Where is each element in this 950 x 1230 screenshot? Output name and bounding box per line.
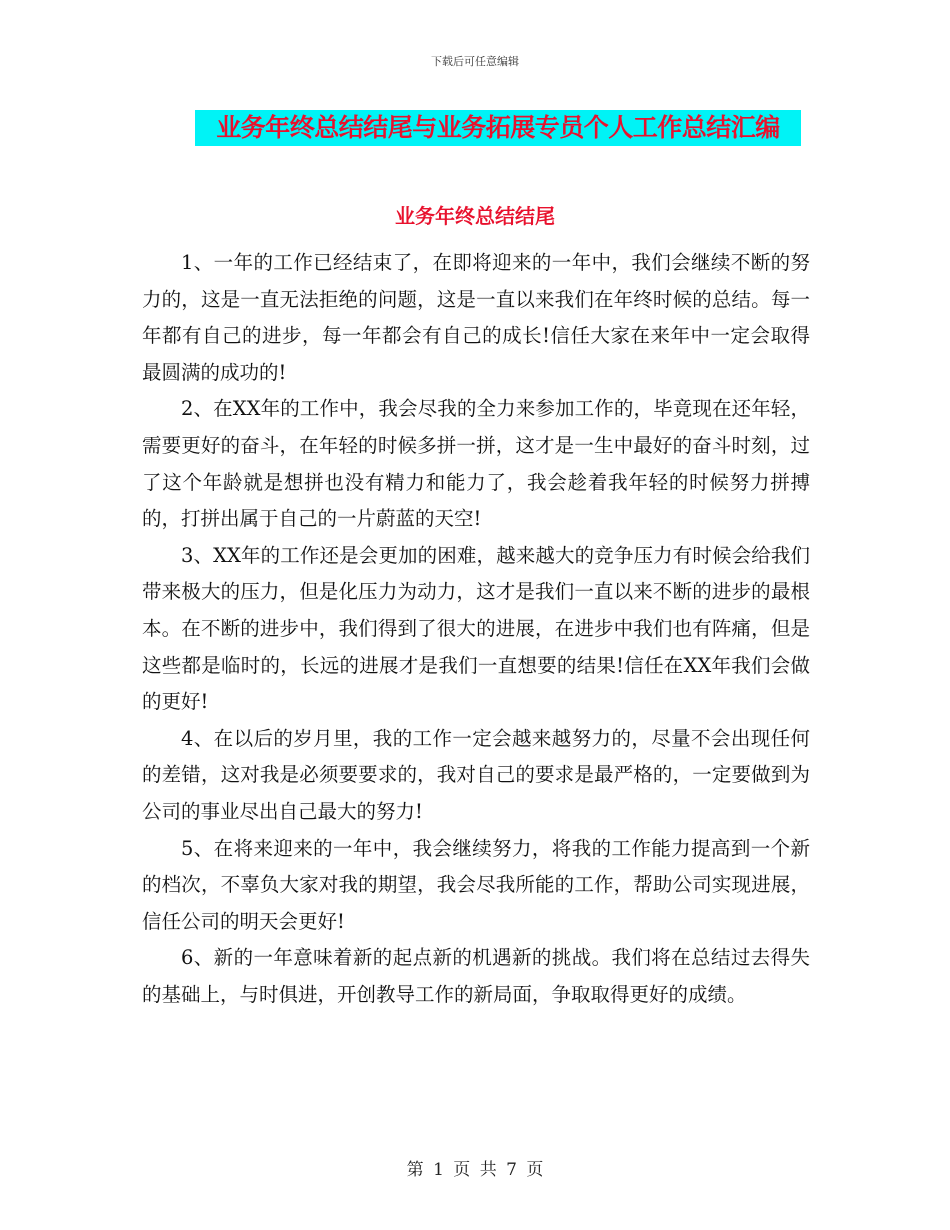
section-title: 业务年终总结结尾 xyxy=(395,204,555,228)
paragraph-2: 2、在XX年的工作中，我会尽我的全力来参加工作的，毕竟现在还年轻，需要更好的奋斗，在年轻的时候多拼一拼，这才是一生中最好的奋斗时刻，过了这个年龄就是想拼也没有精力和能力了，我会趁着我年轻的时候努力拼搏的，打拼出属于自己的一片蔚蓝的天空! xyxy=(142,397,810,531)
paragraph-1: 1、一年的工作已经结束了，在即将迎来的一年中，我们会继续不断的努力的，这是一直无法拒绝的问题，这是一直以来我们在年终时候的总结。每一年都有自己的进步，每一年都会有自己的成长!信任大家在来年中一定会取得最圆满的成功的! xyxy=(142,251,810,384)
title-highlight xyxy=(195,110,801,146)
paragraph-5: 5、在将来迎来的一年中，我会继续努力，将我的工作能力提高到一个新的档次，不辜负大家对我的期望，我会尽我所能的工作，帮助公司实现进展，信任公司的明天会更好! xyxy=(142,836,810,933)
document-title: 业务年终总结结尾与业务拓展专员个人工作总结汇编 xyxy=(216,113,780,142)
page-number-footer: 第 1 页 共 7 页 xyxy=(406,1160,544,1180)
document-body xyxy=(142,245,810,1013)
paragraph-3: 3、XX年的工作还是会更加的困难，越来越大的竞争压力有时候会给我们带来极大的压力，但是化压力为动力，这才是我们一直以来不断的进步的最根本。在不断的进步中，我们得到了很大的进展，在进步中我们也有阵痛，但是这些都是临时的，长远的进展才是我们一直想要的结果!信任在XX年我们会做的更好! xyxy=(142,543,810,714)
header-note: 下载后可任意编辑 xyxy=(431,55,519,68)
paragraph-6: 6、新的一年意味着新的起点新的机遇新的挑战。我们将在总结过去得失的基础上，与时俱进，开创教导工作的新局面，争取取得更好的成绩。 xyxy=(142,946,810,1006)
paragraph-4: 4、在以后的岁月里，我的工作一定会越来越努力的，尽量不会出现任何的差错，这对我是必须要要求的，我对自己的要求是最严格的，一定要做到为公司的事业尽出自己最大的努力! xyxy=(142,726,810,823)
